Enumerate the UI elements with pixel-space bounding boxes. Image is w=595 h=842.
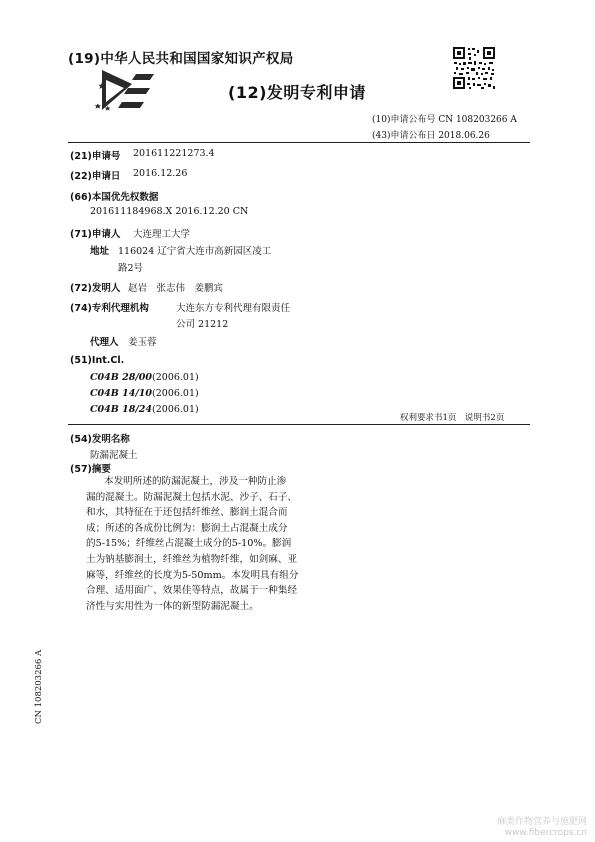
app-date-value: 2016.12.26 [133,168,188,179]
address-line-2: 路2号 [118,263,144,274]
intcl-code: C04B 28/00 [90,372,153,383]
office-name: (19)中华人民共和国国家知识产权局 [68,51,294,67]
agent-value: 姜玉蓉 [128,337,157,348]
address-label: 地址 [90,246,110,257]
priority-label: (66)本国优先权数据 [70,192,159,203]
page-counts: 权利要求书1页 说明书2页 [400,413,505,423]
invention-title: 防漏泥凝土 [90,450,138,461]
abstract-line: 土为钠基膨润土，纤维丝为植物纤维，如剑麻、亚 [86,553,298,565]
agency-line-1: 大连东方专利代理有限责任 [176,303,291,314]
qr-code-icon[interactable] [452,46,496,90]
inventors-label: (72)发明人 [70,283,121,294]
abstract-line: 本发明所述的防漏泥凝土，涉及一种防止渗 [104,476,287,487]
document-type-title: (12)发明专利申请 [228,83,366,102]
abstract-line: 和水，其特征在于还包括纤维丝、膨润土混合而 [86,507,288,519]
title-label: (54)发明名称 [70,434,130,445]
agency-label: (74)专利代理机构 [70,303,149,314]
publication-number: (10)申请公布号 CN 108203266 A [372,115,517,125]
app-number-value: 201611221273.4 [133,148,215,159]
watermark-line-2: www.fibercrops.cn [504,828,587,838]
abstract-label: (57)摘要 [70,464,111,475]
intcl-version: (2006.01) [152,388,199,399]
patent-office-emblem-icon [92,66,168,118]
abstract-line: 合理、适用面广、效果佳等特点，故属于一种集经 [86,585,298,597]
intcl-version: (2006.01) [152,372,199,383]
publication-date: (43)申请公布日 2018.06.26 [372,131,490,141]
agent-label: 代理人 [90,337,119,348]
app-number-label: (21)申请号 [70,151,121,162]
address-line-1: 116024 辽宁省大连市高新园区凌工 [118,246,272,257]
abstract-line: 济性与实用性为一体的新型防漏泥凝土。 [86,600,259,612]
intcl-version: (2006.01) [152,404,199,415]
intcl-code: C04B 18/24 [90,404,153,415]
abstract-line: 漏的混凝土。防漏泥凝土包括水泥、沙子、石子、 [86,491,298,503]
watermark [497,817,587,839]
applicant-value: 大连理工大学 [133,229,191,240]
side-publication-number: CN 108203266 A [34,649,44,724]
intcl-entry [90,404,199,415]
intcl-label: (51)Int.Cl. [70,355,125,366]
applicant-label: (71)申请人 [70,229,121,240]
intcl-entry [90,388,199,399]
abstract-body [86,474,301,614]
intcl-code: C04B 14/10 [90,388,153,399]
watermark-line-1: 麻类作物营养与施肥网 [496,817,587,827]
app-date-label: (22)申请日 [70,171,121,182]
intcl-entry [90,372,199,383]
inventors-value: 赵岩 张志伟 姜鹏宾 [128,283,224,294]
abstract-line: 麻等，纤维丝的长度为5-50mm。本发明具有组分 [86,569,299,581]
header-divider [68,142,530,143]
abstract-line: 成；所述的各成份比例为：膨润土占混凝土成分 [86,522,288,534]
abstract-line: 的5-15%；纤维丝占混凝土成分的5-10%。膨润 [86,538,292,550]
agency-line-2: 公司 21212 [176,319,229,330]
priority-value: 201611184968.X 2016.12.20 CN [90,206,249,217]
section-divider [68,424,530,425]
